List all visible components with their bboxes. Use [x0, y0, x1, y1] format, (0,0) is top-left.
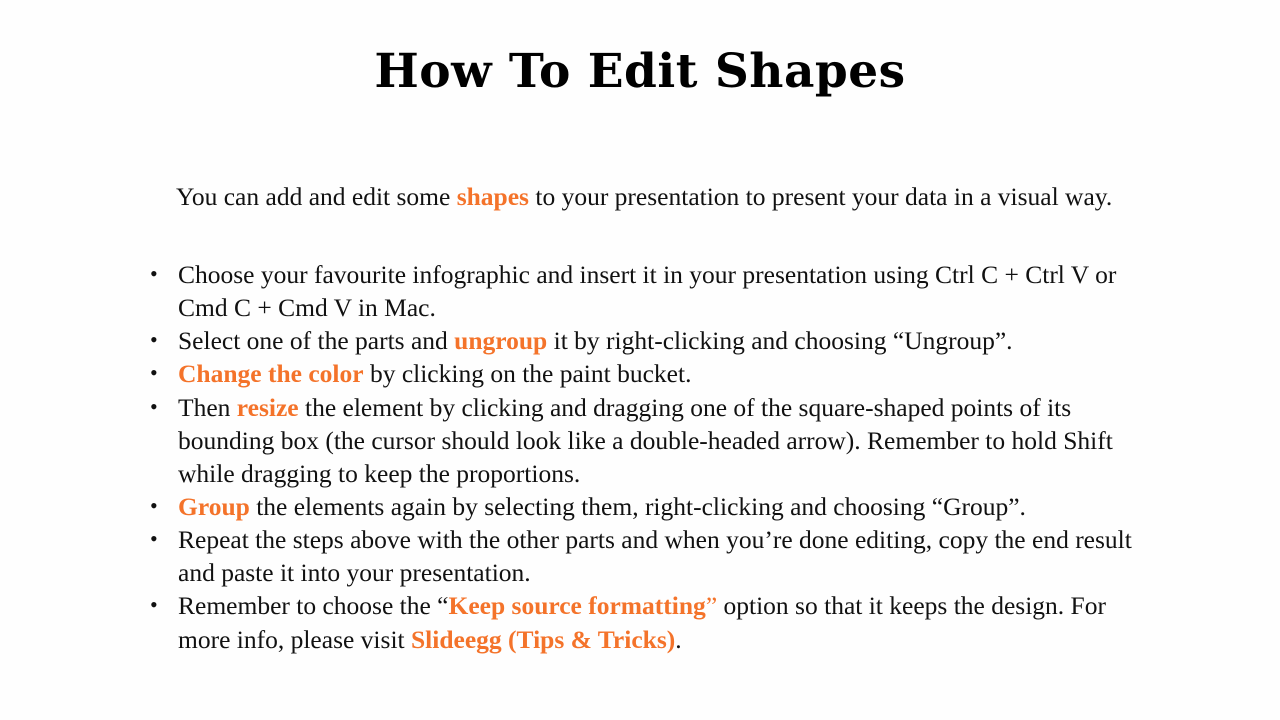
intro-text-after: to your presentation to present your data in a visual way.: [528, 181, 1113, 211]
list-item: [144, 391, 1154, 490]
list-item-text: Select one of the parts and: [178, 326, 455, 356]
list-item-text: by clicking on the paint bucket.: [363, 359, 692, 389]
list-item: [144, 523, 1154, 589]
instruction-list: [144, 258, 1154, 656]
intro-highlight: shapes: [456, 181, 529, 211]
list-item-highlight: Change the color: [178, 359, 364, 389]
list-item-text: the elements again by selecting them, right-clicking and choosing “Group”.: [249, 491, 1026, 521]
list-item-highlight: Keep source formatting: [448, 591, 706, 621]
list-item-text: .: [675, 624, 682, 654]
intro-text-before: You can add and edit some: [176, 181, 457, 211]
list-item: [144, 324, 1154, 357]
list-item: [144, 589, 1154, 655]
intro-paragraph: [176, 181, 1152, 212]
list-item-link[interactable]: Slideegg (Tips & Tricks): [411, 624, 676, 654]
list-item: [144, 490, 1154, 523]
list-item-text: Choose your favourite infographic and insert it in your presentation using Ctrl C + Ctrl V or Cmd C + Cmd V in Mac.: [178, 260, 1117, 323]
list-item-text: it by right-clicking and choosing “Ungroup”.: [547, 326, 1013, 356]
list-item-highlight: Group: [178, 491, 250, 521]
list-item-highlight: ”: [705, 591, 718, 621]
list-item-text: option so that it keeps the design. For more info, please visit: [178, 591, 1106, 654]
list-item-text: the element by clicking and dragging one of the square-shaped points of its bounding box (the cursor should look like a double-headed arrow). Remember to hold Shift while dragging to keep the proportions.: [178, 392, 1113, 488]
list-item-highlight: resize: [236, 392, 299, 422]
list-item-text: Repeat the steps above with the other parts and when you’re done editing, copy the end result and paste it into your presentation.: [178, 525, 1132, 588]
list-item: [144, 258, 1154, 324]
list-item-text: Remember to choose the “: [178, 591, 449, 621]
list-item: [144, 357, 1154, 390]
list-item-highlight: ungroup: [454, 326, 548, 356]
list-item-text: Then: [178, 392, 237, 422]
page-title: How To Edit Shapes: [374, 44, 906, 99]
